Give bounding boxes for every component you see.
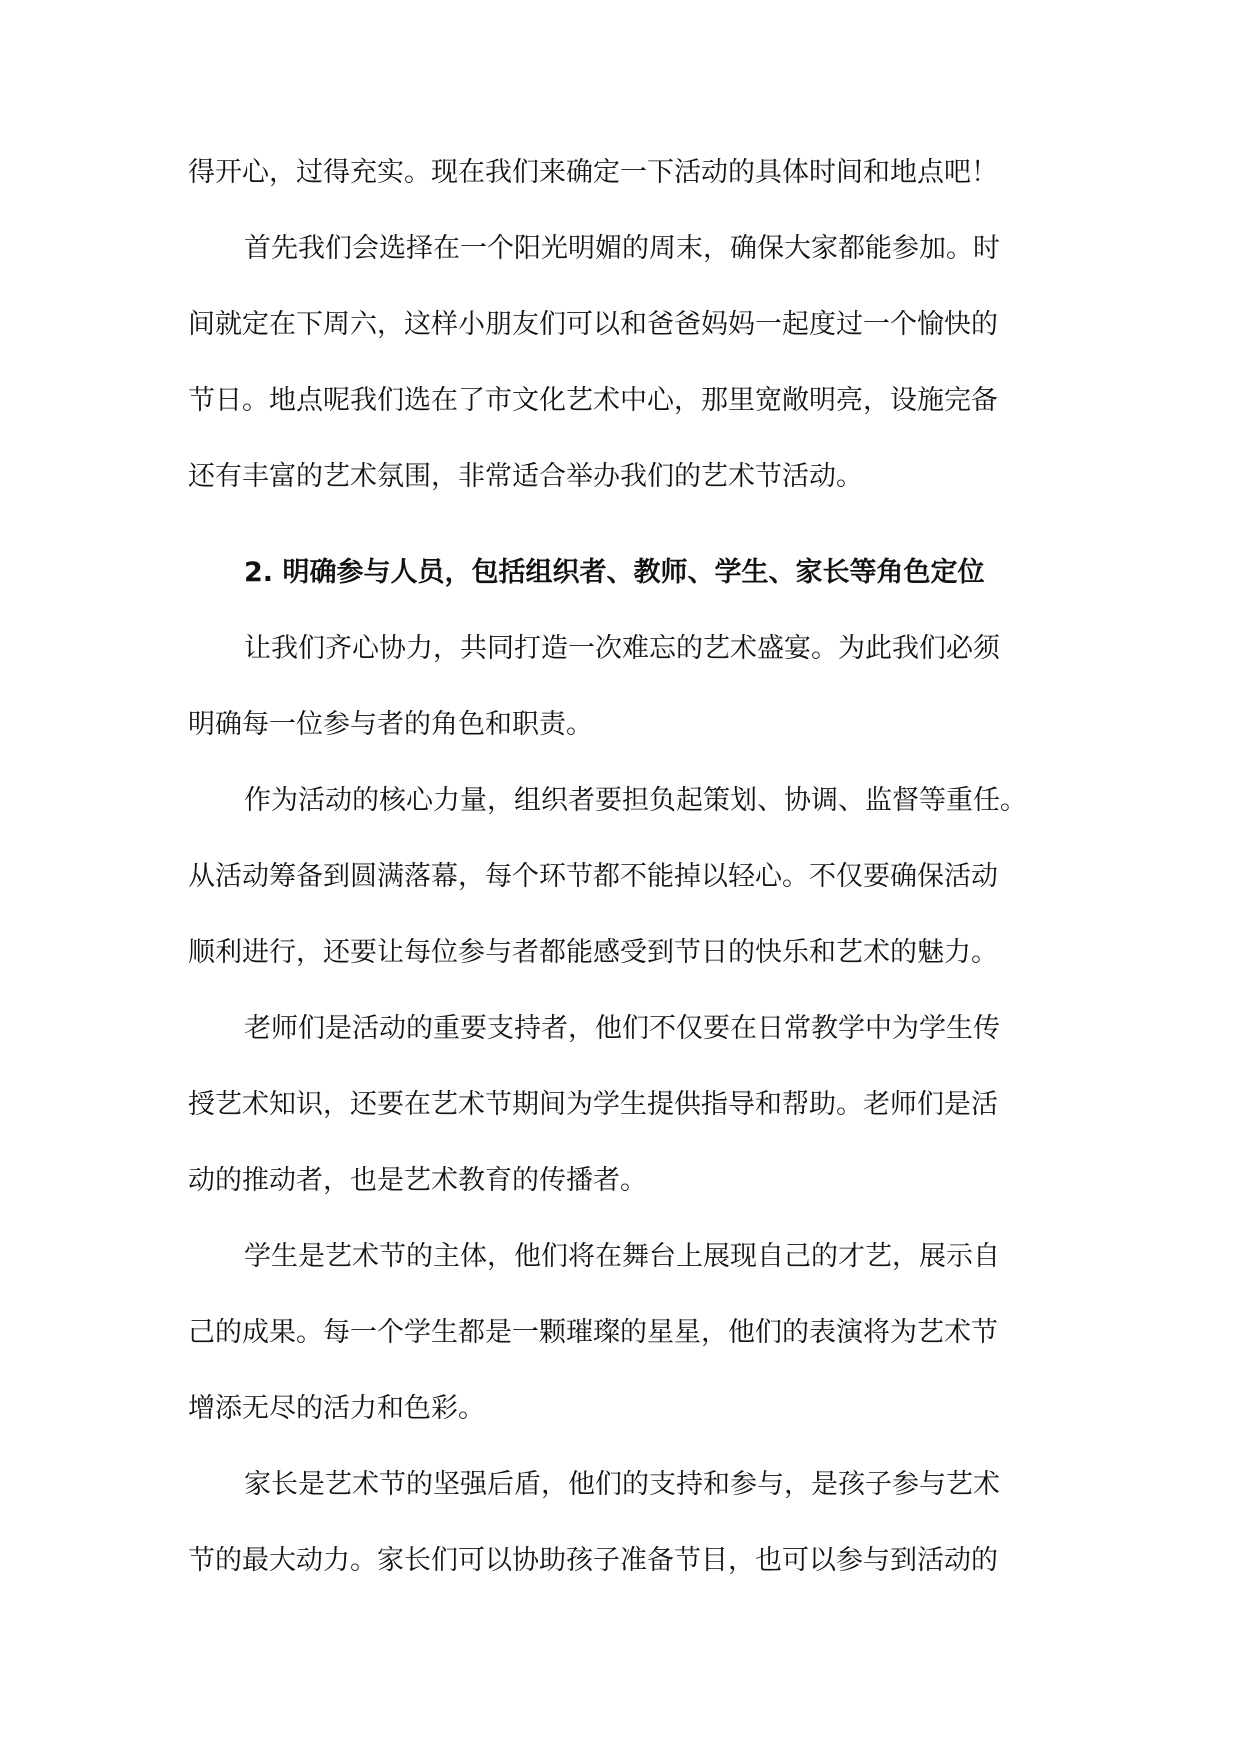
document-body — [188, 135, 1056, 1599]
text-line: 老师们是活动的重要支持者，他们不仅要在日常教学中为学生传 — [244, 1013, 1000, 1044]
text-line: 节的最大动力。家长们可以协助孩子准备节目，也可以参与到活动的 — [188, 1545, 998, 1576]
paragraph-time-location — [188, 211, 1056, 515]
section-heading: 2. 明确参与人员，包括组织者、教师、学生、家长等角色定位 — [244, 557, 985, 588]
text-line: 作为活动的核心力量，组织者要担负起策划、协调、监督等重任。 — [244, 785, 1027, 816]
text-line: 从活动筹备到圆满落幕，每个环节都不能掉以轻心。不仅要确保活动 — [188, 861, 998, 892]
text-line: 间就定在下周六，这样小朋友们可以和爸爸妈妈一起度过一个愉快的 — [188, 309, 998, 340]
paragraph-organizers — [188, 763, 1056, 991]
paragraph-parents — [188, 1447, 1056, 1599]
text-line: 让我们齐心协力，共同打造一次难忘的艺术盛宴。为此我们必须 — [244, 633, 1000, 664]
text-line: 首先我们会选择在一个阳光明媚的周末，确保大家都能参加。时 — [244, 233, 1000, 264]
text-line: 己的成果。每一个学生都是一颗璀璨的星星，他们的表演将为艺术节 — [188, 1317, 998, 1348]
text-line: 节日。地点呢我们选在了市文化艺术中心，那里宽敞明亮，设施完备 — [188, 385, 998, 416]
text-line: 顺利进行，还要让每位参与者都能感受到节日的快乐和艺术的魅力。 — [188, 937, 998, 968]
section-gap — [188, 515, 1056, 535]
paragraph-teamwork — [188, 611, 1056, 763]
paragraph-teachers — [188, 991, 1056, 1219]
paragraph-intro-continuation — [188, 135, 1056, 211]
text-line: 增添无尽的活力和色彩。 — [188, 1393, 485, 1424]
text-line: 家长是艺术节的坚强后盾，他们的支持和参与，是孩子参与艺术 — [244, 1469, 1000, 1500]
text-line: 学生是艺术节的主体，他们将在舞台上展现自己的才艺，展示自 — [244, 1241, 1000, 1272]
text-line: 动的推动者，也是艺术教育的传播者。 — [188, 1165, 647, 1196]
text-line: 得开心，过得充实。现在我们来确定一下活动的具体时间和地点吧！ — [188, 157, 998, 188]
text-line: 授艺术知识，还要在艺术节期间为学生提供指导和帮助。老师们是活 — [188, 1089, 998, 1120]
paragraph-students — [188, 1219, 1056, 1447]
text-line: 明确每一位参与者的角色和职责。 — [188, 709, 593, 740]
text-line: 还有丰富的艺术氛围，非常适合举办我们的艺术节活动。 — [188, 461, 863, 492]
